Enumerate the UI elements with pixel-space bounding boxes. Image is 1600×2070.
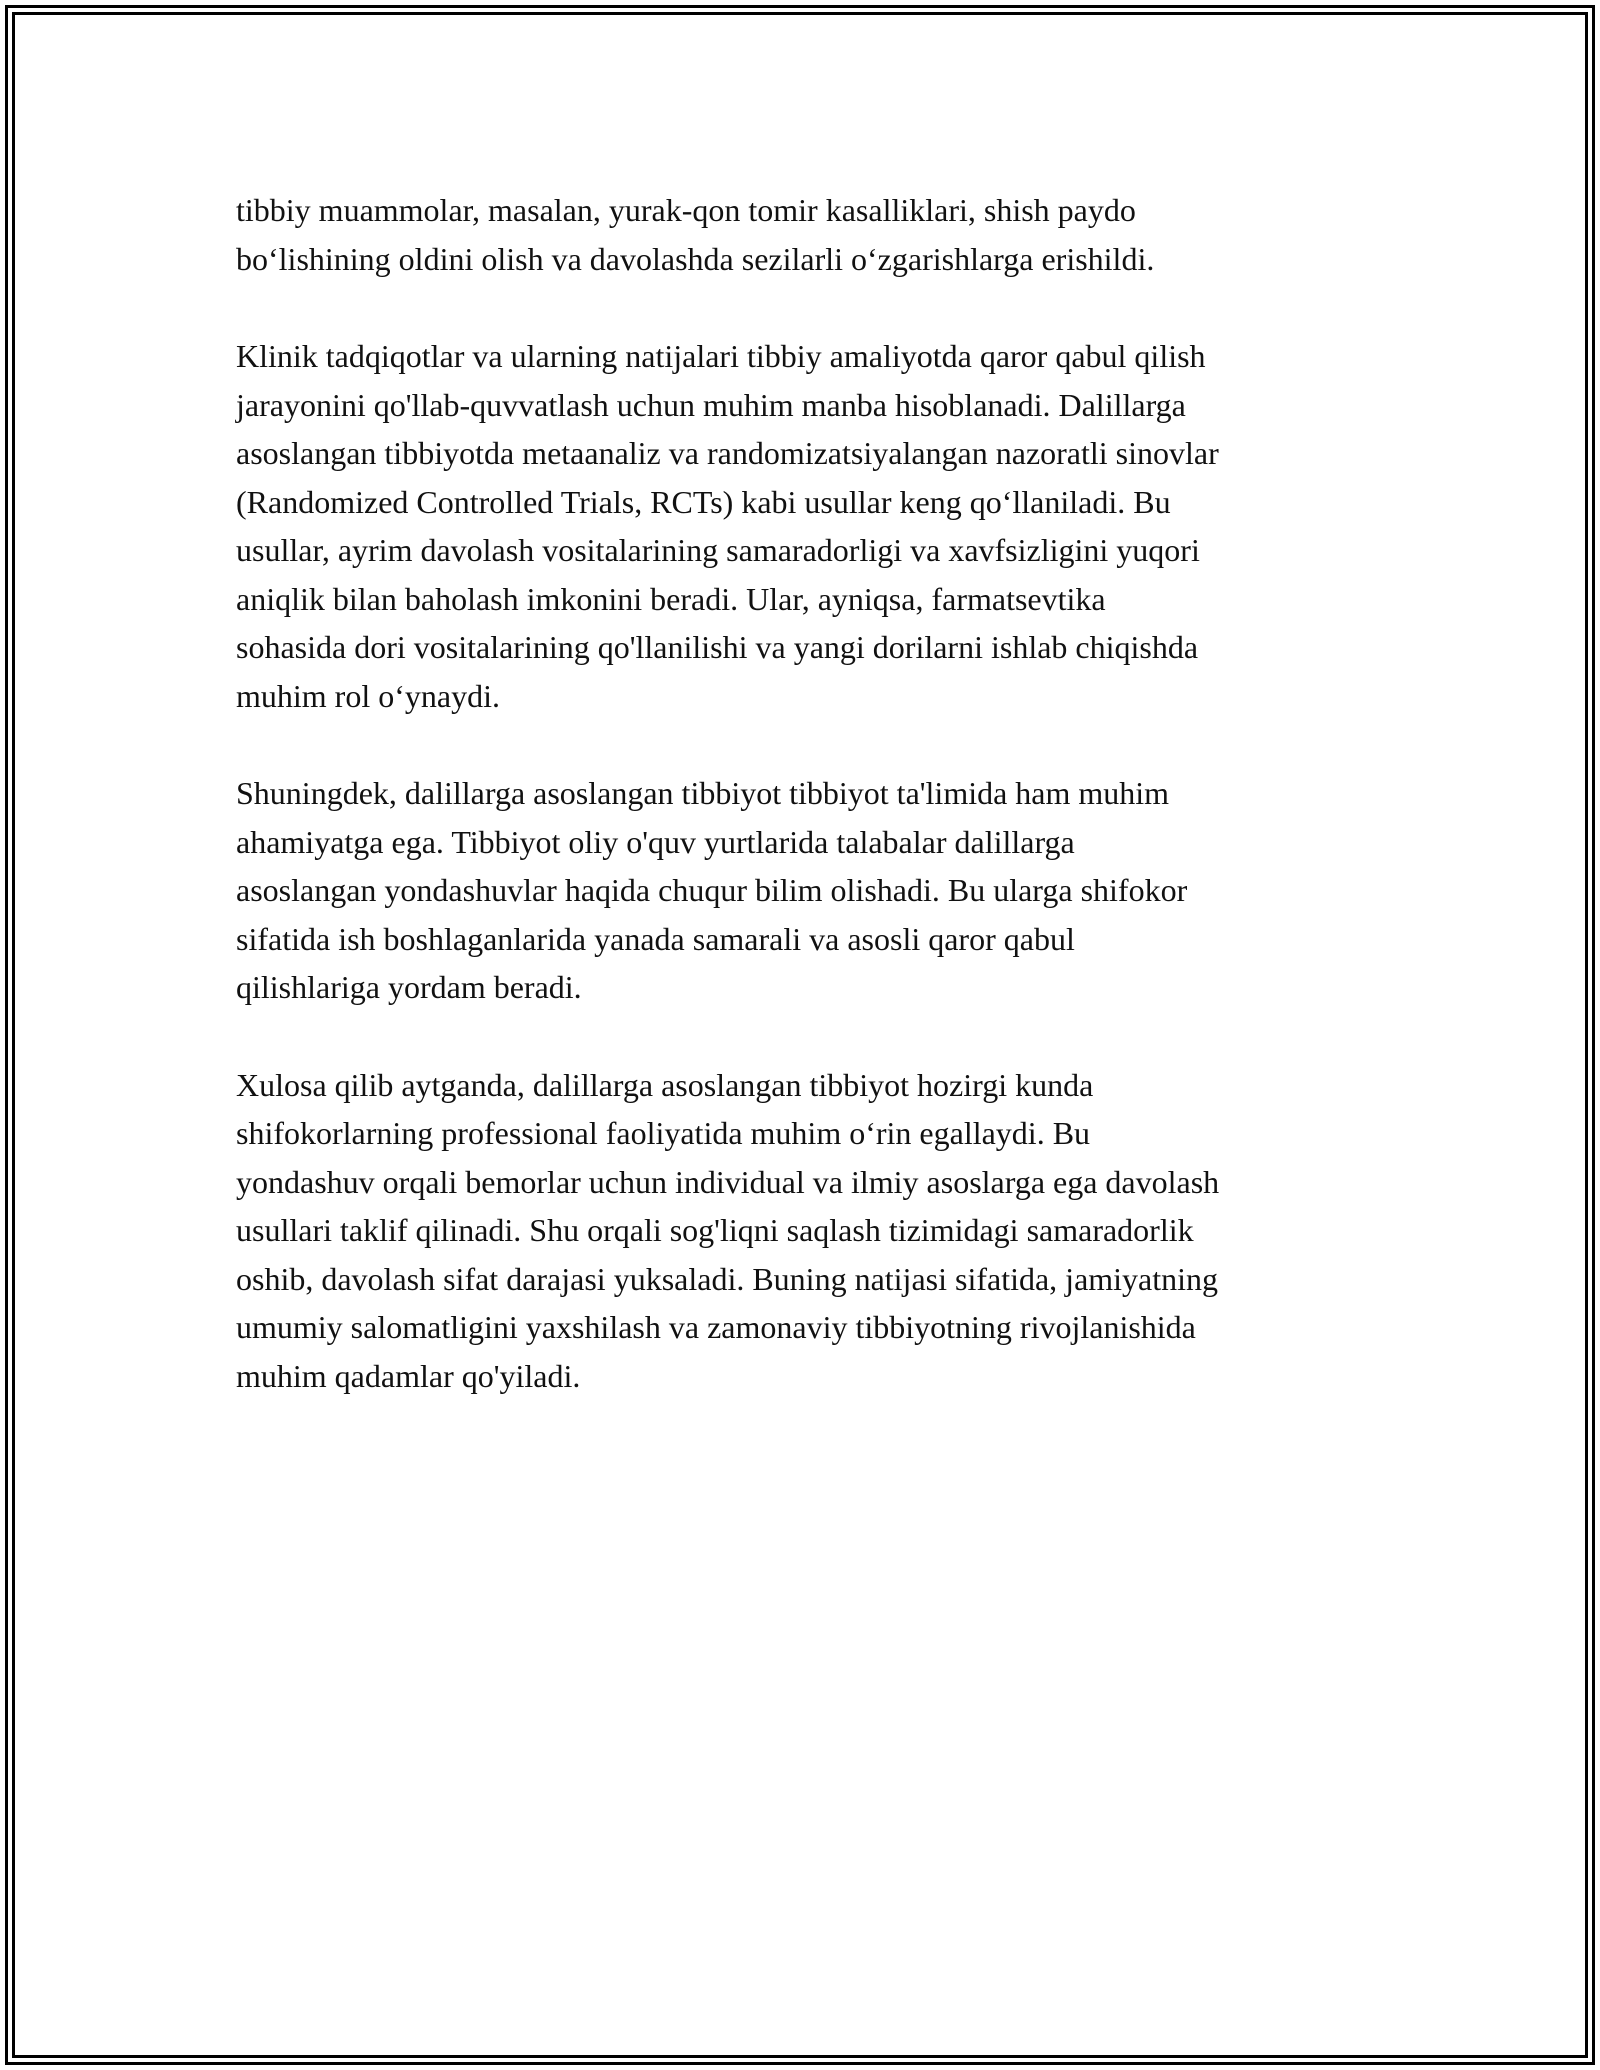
text-line: Xulosa qilib aytganda, dalillarga asoslangan tibbiyot hozirgi kunda — [236, 1066, 1094, 1103]
text-line: ahamiyatga ega. Tibbiyot oliy o'quv yurtlarida talabalar dalillarga — [236, 823, 1075, 860]
text-line: (Randomized Controlled Trials, RCTs) kabi usullar keng qo‘llaniladi. Bu — [236, 483, 1171, 520]
text-line: sifatida ish boshlaganlarida yanada samarali va asosli qaror qabul — [236, 920, 1075, 957]
text-line: jarayonini qo'llab-quvvatlash uchun muhim manba hisoblanadi. Dalillarga — [236, 386, 1186, 423]
text-line: oshib, davolash sifat darajasi yuksaladi. Buning natijasi sifatida, jamiyatning — [236, 1260, 1219, 1297]
text-line: asoslangan tibbiyotda metaanaliz va randomizatsiyalangan nazoratli sinovlar — [236, 435, 1219, 471]
text-line: qilishlariga yordam beradi. — [236, 969, 582, 1005]
text-line: muhim qadamlar qo'yiladi. — [236, 1357, 581, 1394]
text-line: usullari taklif qilinadi. Shu orqali sog'liqni saqlash tizimidagi samaradorlik — [236, 1212, 1194, 1248]
paragraph-2 — [236, 332, 1366, 720]
paragraph-1 — [236, 186, 1366, 283]
paragraph-4 — [236, 1061, 1366, 1401]
text-line: umumiy salomatligini yaxshilash va zamonaviy tibbiyotning rivojlanishida — [236, 1309, 1196, 1345]
text-line: asoslangan yondashuvlar haqida chuqur bilim olishadi. Bu ularga shifokor — [236, 872, 1188, 908]
text-line: aniqlik bilan baholash imkonini beradi. Ular, ayniqsa, farmatsevtika — [236, 580, 1106, 617]
document-body — [236, 186, 1366, 1449]
paragraph-3 — [236, 769, 1366, 1012]
text-line: sohasida dori vositalarining qo'llanilishi va yangi dorilarni ishlab chiqishda — [236, 629, 1199, 665]
text-line: bo‘lishining oldini olish va davolashda sezilarli o‘zgarishlarga erishildi. — [236, 240, 1155, 277]
text-line: shifokorlarning professional faoliyatida muhim o‘rin egallaydi. Bu — [236, 1115, 1091, 1151]
text-line: muhim rol o‘ynaydi. — [236, 677, 500, 714]
text-line: tibbiy muammolar, masalan, yurak-qon tomir kasalliklari, shish paydo — [236, 192, 1136, 228]
text-line: Shuningdek, dalillarga asoslangan tibbiyot tibbiyot ta'limida ham muhim — [236, 775, 1170, 811]
text-line: yondashuv orqali bemorlar uchun individual va ilmiy asoslarga ega davolash — [236, 1163, 1220, 1200]
text-line: Klinik tadqiqotlar va ularning natijalari tibbiy amaliyotda qaror qabul qilish — [236, 338, 1206, 374]
text-line: usullar, ayrim davolash vositalarining samaradorligi va xavfsizligini yuqori — [236, 532, 1200, 568]
